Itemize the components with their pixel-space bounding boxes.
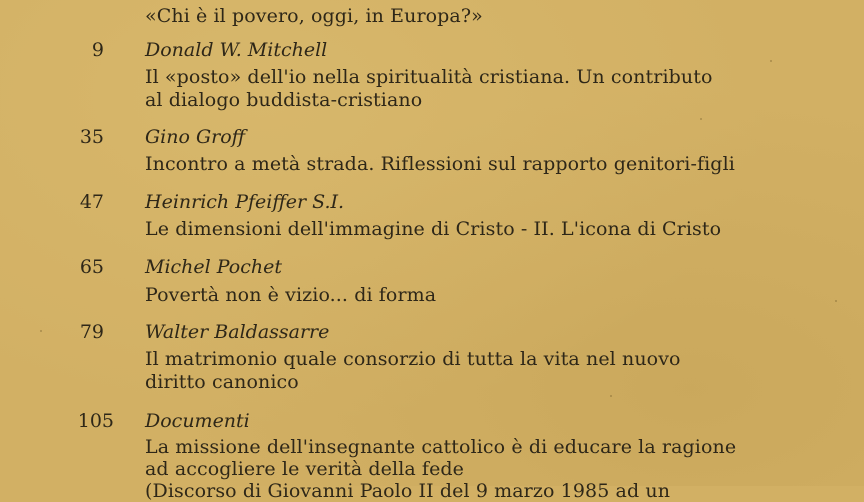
toc-title-line: ad accogliere le verità della fede [145,458,465,480]
toc-title-line: Le dimensioni dell'immagine di Cristo - II. L'icona di Cristo [145,218,722,240]
toc-title-line: (Discorso di Giovanni Paolo II del 9 marzo 1985 ad un [145,480,671,502]
toc-author: Walter Baldassarre [145,321,330,343]
toc-title-line: diritto canonico [145,371,299,393]
toc-author: Michel Pochet [145,256,282,278]
toc-page-number: 79 [79,321,104,343]
paper-speck [835,300,837,302]
toc-page-number: 47 [79,191,104,213]
toc-author: Heinrich Pfeiffer S.I. [145,191,345,213]
toc-page-number: 105 [77,410,114,432]
toc-title-line: Incontro a metà strada. Riflessioni sul rapporto genitori-figli [145,153,735,175]
paper-speck [610,395,612,397]
toc-title-line: La missione dell'insegnante cattolico è di educare la ragione [145,436,737,458]
toc-page-number: 35 [79,126,104,148]
toc-title-line: Il matrimonio quale consorzio di tutta la vita nel nuovo [145,348,681,370]
toc-author: Documenti [145,410,250,432]
toc-intro-line: «Chi è il povero, oggi, in Europa?» [145,5,483,27]
toc-page-number: 65 [79,256,104,278]
paper-speck [40,330,42,332]
toc-title-line: al dialogo buddista-cristiano [145,89,423,111]
toc-author: Gino Groff [145,126,246,148]
paper-speck [770,60,772,62]
toc-author: Donald W. Mitchell [145,39,328,61]
toc-title-line: Povertà non è vizio... di forma [145,284,437,306]
toc-page-number: 9 [91,39,104,61]
paper-speck [700,118,702,120]
toc-title-line: Il «posto» dell'io nella spiritualità cristiana. Un contributo [145,66,713,88]
